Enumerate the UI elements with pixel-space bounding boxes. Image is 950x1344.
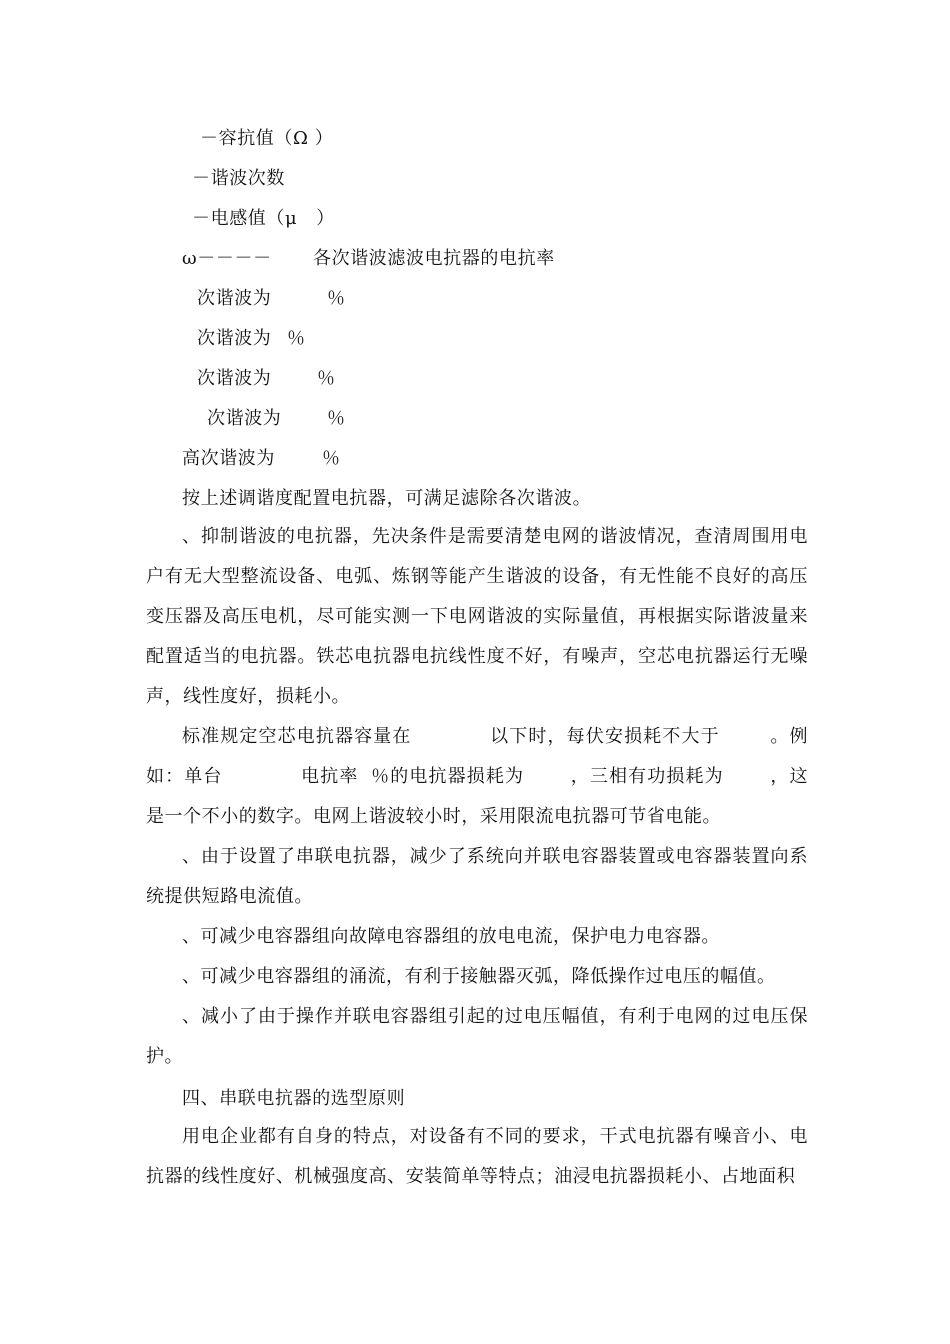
text-segment: 电抗率 <box>300 766 359 787</box>
omega-dashes: ω－－－－ <box>182 248 272 269</box>
paragraph-filter-reactor: 、抑制谐波的电抗器，先决条件是需要清楚电网的谐波情况，查清周围用电户有无大型整流设备、电弧、炼钢等能产生谐波的设备，有无性能不良好的高压变压器及高压电机，尽可能实测一下电网谐波的实际量值，再根据实际谐波量来配置适当的电抗器。铁芯电抗器电抗线性度不好，有噪声，空芯电抗器运行无噪声，线性度好，损耗小。 <box>146 526 808 707</box>
harmonic-rate-unit: ％ <box>287 328 306 349</box>
paragraph-loss-standard <box>146 717 808 837</box>
harmonic-rate-label: 次谐波为 <box>197 368 272 389</box>
reactance-rate-title: 各次谐波滤波电抗器的电抗率 <box>313 248 555 269</box>
harmonic-rate-unit: ％ <box>327 288 346 309</box>
note-inductance: －电感值（μ ） <box>192 208 335 229</box>
harmonic-rate-label: 次谐波为 <box>197 328 272 349</box>
harmonic-rate-label: 次谐波为 <box>197 288 272 309</box>
harmonic-rate-unit: ％ <box>317 368 336 389</box>
paragraph-discharge-current: 、可减少电容器组向故障电容器组的放电电流，保护电力电容器。 <box>182 926 720 947</box>
section-heading: 四、串联电抗器的选型原则 <box>182 1088 406 1109</box>
paragraph-short-circuit: 、由于设置了串联电抗器，减少了系统向并联电容器装置或电容器装置向系统提供短路电流值。 <box>146 846 808 907</box>
paragraph-inrush-current: 、可减少电容器组的涌流，有利于接触器灭弧，降低操作过电压的幅值。 <box>182 966 776 987</box>
harmonic-rate-label: 高次谐波为 <box>182 448 275 469</box>
paragraph-selection: 用电企业都有自身的特点，对设备有不同的要求，干式电抗器有噪音小、电抗器的线性度好、机械强度高、安装简单等特点；油浸电抗器损耗小、占地面积 <box>146 1126 808 1187</box>
harmonic-rate-unit: ％ <box>322 448 341 469</box>
harmonic-rate-label: 次谐波为 <box>207 408 282 429</box>
text-segment: 。例如：单台 <box>146 726 808 787</box>
text-segment: ％的电抗器损耗为 <box>370 766 525 787</box>
text-segment: 以下时，每伏安损耗不大于 <box>489 726 720 747</box>
note-capacitive-reactance: －容抗值（Ω ） <box>200 128 334 149</box>
text-segment: ，三相有功损耗为 <box>570 766 724 787</box>
harmonic-rate-unit: ％ <box>327 408 346 429</box>
config-sentence: 按上述调谐度配置电抗器，可满足滤除各次谐波。 <box>182 488 592 509</box>
note-harmonic-order: －谐波次数 <box>192 168 285 189</box>
text-segment: ，这是一个不小的数字。电网上谐波较小时，采用限流电抗器可节省电能。 <box>146 766 809 827</box>
text-segment: 标准规定空芯电抗器容量在 <box>182 726 412 747</box>
paragraph-overvoltage: 、减小了由于操作并联电容器组引起的过电压幅值，有利于电网的过电压保护。 <box>146 1006 808 1067</box>
